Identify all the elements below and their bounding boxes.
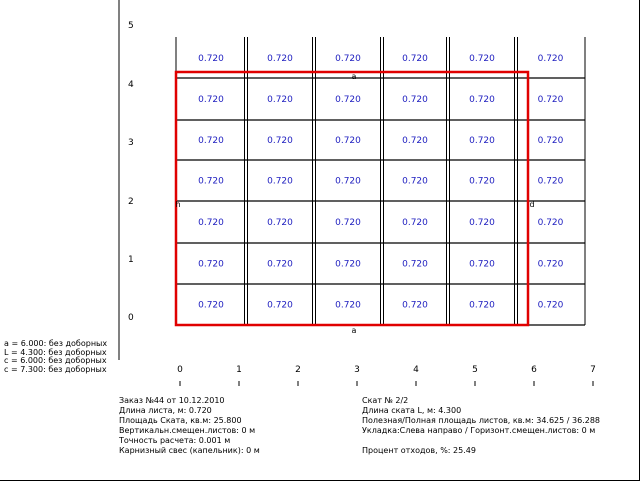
x-tick-label: 6 xyxy=(531,365,537,375)
sheet-length-label: 0.720 xyxy=(267,136,293,146)
sheet-length-label: 0.720 xyxy=(267,176,293,187)
sheet-length-label: 0.720 xyxy=(469,176,495,187)
eave-overhang-line: Карнизный свес (капельник): 0 м xyxy=(119,446,260,455)
roof-slope-outline xyxy=(176,72,528,325)
legend-line: c = 6.000: без доборных xyxy=(4,356,107,366)
sheet-length-label: 0.720 xyxy=(402,300,428,311)
y-tick-label: 5 xyxy=(128,21,134,31)
sheet-length-label: 0.720 xyxy=(198,300,224,311)
sheet-length-line: Длина листа, м: 0.720 xyxy=(119,406,212,415)
slope-number-line: Скат № 2/2 xyxy=(362,396,409,405)
sheet-length-label: 0.720 xyxy=(335,54,361,64)
sheet-grid xyxy=(176,37,585,325)
sheet-length-label: 0.720 xyxy=(198,218,224,228)
order-info-left xyxy=(119,396,260,456)
sheet-length-label: 0.720 xyxy=(469,259,495,270)
sheet-length-label: 0.720 xyxy=(469,95,495,105)
y-tick-label: 0 xyxy=(128,313,134,323)
y-tick-label: 1 xyxy=(128,255,134,265)
sheet-length-label: 0.720 xyxy=(402,259,428,270)
y-tick-label: 2 xyxy=(128,197,134,207)
dimension-legend xyxy=(4,340,107,374)
sheet-length-label: 0.720 xyxy=(198,54,224,64)
sheet-length-label: 0.720 xyxy=(537,259,564,270)
legend-line: a = 6.000: без доборных xyxy=(4,339,108,348)
vertical-offset-line: Вертикальн.смещен.листов: 0 м xyxy=(119,426,256,435)
sheet-length-label: 0.720 xyxy=(198,95,224,105)
x-tick-label: 1 xyxy=(236,365,242,375)
sheet-length-label: 0.720 xyxy=(335,259,361,270)
sheet-length-label: 0.720 xyxy=(402,95,428,105)
x-axis-ticks xyxy=(177,365,596,386)
x-tick-label: 4 xyxy=(413,365,419,375)
corner-label-right: d xyxy=(529,200,535,209)
sheet-length-label: 0.720 xyxy=(402,54,428,64)
sheet-length-label: 0.720 xyxy=(402,176,428,187)
slope-length-line: Длина ската L, м: 4.300 xyxy=(362,406,462,415)
sheet-length-label: 0.720 xyxy=(402,218,428,228)
slope-area-line: Площадь Ската, кв.м: 25.800 xyxy=(119,416,242,425)
sheet-length-label: 0.720 xyxy=(267,54,293,64)
order-line: Заказ №44 от 10.12.2010 xyxy=(119,396,225,405)
sheet-area-line: Полезная/Полная площадь листов, кв.м: 34.625 / 36.288 xyxy=(362,416,601,425)
corner-labels xyxy=(175,72,534,335)
x-tick-label: 2 xyxy=(295,365,301,375)
sheet-length-label: 0.720 xyxy=(537,218,564,228)
sheet-length-label: 0.720 xyxy=(537,176,564,187)
legend-line: c = 7.300: без доборных xyxy=(4,364,107,374)
sheet-length-label: 0.720 xyxy=(267,300,293,311)
sheet-length-label: 0.720 xyxy=(469,300,495,311)
sheet-length-label: 0.720 xyxy=(198,136,224,146)
sheet-length-label: 0.720 xyxy=(335,176,361,187)
laying-line: Укладка:Слева направо / Горизонт.смещен.листов: 0 м xyxy=(362,426,596,435)
sheet-length-label: 0.720 xyxy=(537,300,564,311)
x-tick-label: 0 xyxy=(177,365,183,375)
sheet-length-label: 0.720 xyxy=(537,54,564,64)
precision-line: Точность расчета: 0.001 м xyxy=(119,436,231,445)
slope-info-right xyxy=(362,396,600,456)
corner-label-top: a xyxy=(351,72,357,81)
sheet-length-label: 0.720 xyxy=(335,218,361,228)
corner-label-bottom: a xyxy=(351,326,357,335)
sheet-length-label: 0.720 xyxy=(402,136,428,146)
sheet-length-label: 0.720 xyxy=(335,95,361,105)
waste-percent-line: Процент отходов, %: 25.49 xyxy=(362,446,476,455)
y-tick-label: 4 xyxy=(128,80,134,90)
sheet-length-label: 0.720 xyxy=(198,176,224,187)
x-tick-label: 7 xyxy=(590,365,596,375)
corner-label-left: h xyxy=(175,200,181,209)
blank-line xyxy=(362,436,600,446)
sheet-length-label: 0.720 xyxy=(537,136,564,146)
x-tick-label: 5 xyxy=(472,365,478,375)
sheet-length-label: 0.720 xyxy=(335,136,361,146)
sheet-length-label: 0.720 xyxy=(469,218,495,228)
legend-line: L = 4.300: без доборных xyxy=(4,347,107,357)
sheet-length-label: 0.720 xyxy=(469,54,495,64)
x-tick-label: 3 xyxy=(354,365,360,375)
y-axis-ticks xyxy=(128,21,134,323)
sheet-length-label: 0.720 xyxy=(198,259,224,270)
sheet-length-label: 0.720 xyxy=(267,218,293,228)
sheet-length-label: 0.720 xyxy=(537,95,564,105)
y-tick-label: 3 xyxy=(128,138,134,148)
sheet-length-label: 0.720 xyxy=(267,95,293,105)
sheet-length-label: 0.720 xyxy=(335,300,361,311)
sheet-length-label: 0.720 xyxy=(267,259,293,270)
sheet-length-label: 0.720 xyxy=(469,136,495,146)
